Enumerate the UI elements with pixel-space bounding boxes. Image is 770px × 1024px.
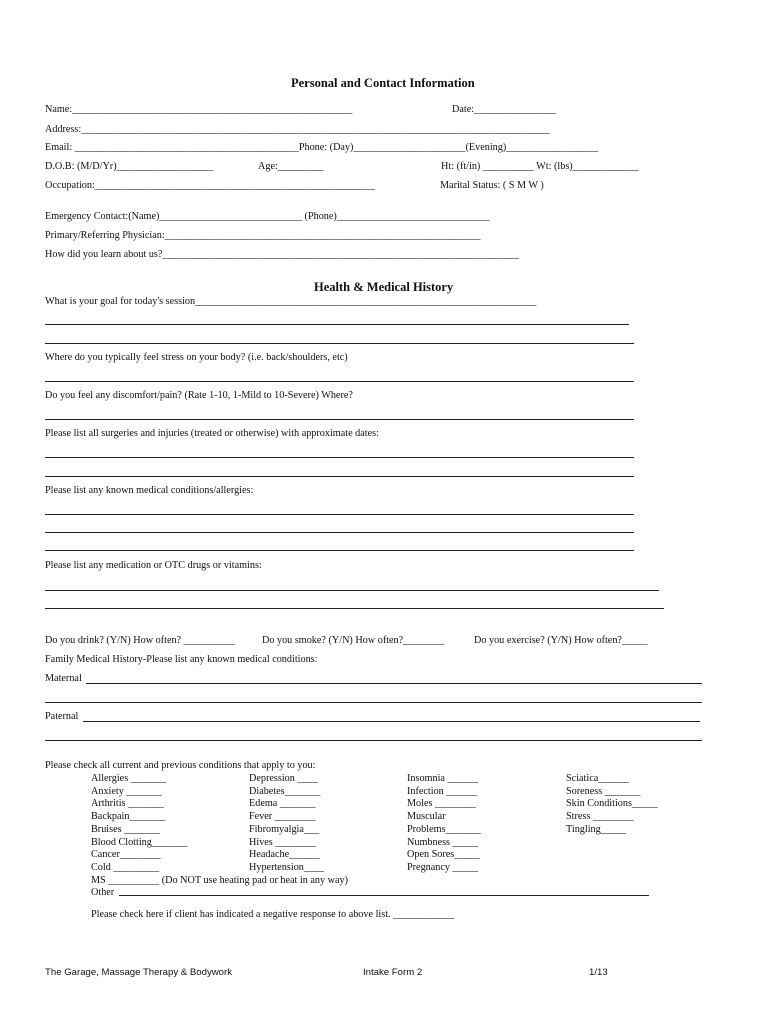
- paternal-line[interactable]: [83, 721, 700, 722]
- answer-line[interactable]: [45, 514, 634, 515]
- answer-line[interactable]: [45, 343, 634, 344]
- physician-field[interactable]: Primary/Referring Physician:______________________________________________________________: [45, 230, 481, 241]
- surgeries-question: Please list all surgeries and injuries (treated or otherwise) with approximate dates:: [45, 428, 379, 439]
- emergency-contact-field[interactable]: Emergency Contact:(Name)____________________________ (Phone)______________________________: [45, 211, 490, 222]
- checklist-item[interactable]: Bruises _______: [91, 823, 160, 835]
- maternal-label: Maternal: [45, 673, 82, 684]
- answer-line[interactable]: [45, 608, 664, 609]
- checklist-item[interactable]: Anxiety _______: [91, 785, 163, 797]
- checklist-item[interactable]: Infection ______: [407, 785, 477, 797]
- pain-question: Do you feel any discomfort/pain? (Rate 1-10, 1-Mild to 10-Severe) Where?: [45, 390, 353, 401]
- age-field[interactable]: Age:_________: [258, 161, 324, 172]
- answer-line[interactable]: [45, 590, 659, 591]
- occupation-field[interactable]: Occupation:_______________________________________________________: [45, 180, 375, 191]
- answer-line[interactable]: [45, 324, 629, 325]
- dob-field[interactable]: D.O.B: (M/D/Yr)___________________: [45, 161, 214, 172]
- checklist-item[interactable]: Edema _______: [249, 798, 316, 810]
- answer-line[interactable]: [45, 381, 634, 382]
- session-goal-field[interactable]: What is your goal for today's session___________________________________________________________________: [45, 296, 537, 307]
- checklist-prompt: Please check all current and previous conditions that apply to you:: [45, 760, 316, 771]
- section-title-personal: Personal and Contact Information: [291, 76, 475, 90]
- checklist-item[interactable]: Open Sores_____: [407, 849, 480, 861]
- checklist-item[interactable]: Muscular: [407, 811, 446, 823]
- paternal-label: Paternal: [45, 711, 79, 722]
- footer-business-name: The Garage, Massage Therapy & Bodywork: [45, 967, 232, 978]
- checklist-item[interactable]: Insomnia ______: [407, 773, 479, 784]
- marital-status-field[interactable]: Marital Status: ( S M W ): [440, 180, 544, 191]
- smoke-field[interactable]: Do you smoke? (Y/N) How often?________: [262, 635, 444, 646]
- maternal-line[interactable]: [86, 683, 702, 684]
- name-field[interactable]: Name:_______________________________________________________: [45, 104, 353, 115]
- referral-source-field[interactable]: How did you learn about us?______________________________________________________________________: [45, 249, 519, 260]
- drink-field[interactable]: Do you drink? (Y/N) How often? __________: [45, 635, 235, 646]
- checklist-item[interactable]: Fibromyalgia___: [249, 823, 320, 835]
- checklist-item[interactable]: Hives ________: [249, 836, 317, 848]
- checklist-item[interactable]: Pregnancy _____: [407, 861, 479, 873]
- family-history-question: Family Medical History-Please list any known medical conditions:: [45, 654, 318, 665]
- checklist-item[interactable]: Allergies _______: [91, 773, 167, 784]
- checklist-item[interactable]: Fever ________: [249, 811, 316, 823]
- negative-response-check[interactable]: Please check here if client has indicated a negative response to above list. ____________: [91, 909, 455, 920]
- medication-question: Please list any medication or OTC drugs or vitamins:: [45, 560, 262, 571]
- checklist-item[interactable]: Problems_______: [407, 823, 482, 835]
- checklist-item[interactable]: Numbness _____: [407, 836, 479, 848]
- answer-line[interactable]: [45, 476, 634, 477]
- checklist-item[interactable]: Cancer________: [91, 849, 161, 861]
- checklist-item[interactable]: Tingling_____: [566, 823, 627, 835]
- email-phone-field[interactable]: Email: ____________________________________________Phone: (Day)______________________(Evening)__________________: [45, 142, 598, 153]
- answer-line[interactable]: [45, 419, 634, 420]
- checklist-item[interactable]: Arthritis _______: [91, 798, 164, 810]
- address-field[interactable]: Address:____________________________________________________________________________________________: [45, 124, 550, 135]
- answer-line[interactable]: [45, 550, 634, 551]
- checklist-item[interactable]: Moles ________: [407, 798, 476, 810]
- checklist-item[interactable]: Headache______: [249, 849, 320, 861]
- conditions-question: Please list any known medical conditions/allergies:: [45, 485, 254, 496]
- stress-question: Where do you typically feel stress on your body? (i.e. back/shoulders, etc): [45, 352, 348, 363]
- footer-form-name: Intake Form 2: [363, 967, 423, 978]
- date-field[interactable]: Date:________________: [452, 104, 556, 115]
- checklist-item[interactable]: MS __________ (Do NOT use heating pad or heat in any way): [91, 874, 349, 886]
- checklist-item[interactable]: Diabetes_______: [249, 785, 321, 797]
- checklist-item[interactable]: Depression ____: [249, 773, 318, 784]
- checklist-item[interactable]: Sciatica______: [566, 773, 629, 784]
- exercise-field[interactable]: Do you exercise? (Y/N) How often?_____: [474, 635, 648, 646]
- section-title-health: Health & Medical History: [314, 280, 454, 294]
- checklist-item[interactable]: Stress ________: [566, 811, 634, 823]
- answer-line[interactable]: [45, 532, 634, 533]
- checklist-item[interactable]: Cold _________: [91, 861, 160, 873]
- checklist-item[interactable]: Blood Clotting_______: [91, 836, 188, 848]
- answer-line[interactable]: [45, 740, 702, 741]
- height-weight-field[interactable]: Ht: (ft/in) __________ Wt: (lbs)_____________: [441, 161, 639, 172]
- checklist-item[interactable]: Hypertension____: [249, 861, 325, 873]
- checklist-item[interactable]: Soreness _______: [566, 785, 641, 797]
- checklist-item[interactable]: Other: [91, 887, 115, 899]
- answer-line[interactable]: [45, 457, 634, 458]
- answer-line[interactable]: [45, 702, 702, 703]
- checklist-item[interactable]: Backpain_______: [91, 811, 166, 823]
- checklist-item[interactable]: Skin Conditions_____: [566, 798, 658, 810]
- footer-page-number: 1/13: [589, 967, 608, 978]
- other-line[interactable]: [119, 895, 649, 896]
